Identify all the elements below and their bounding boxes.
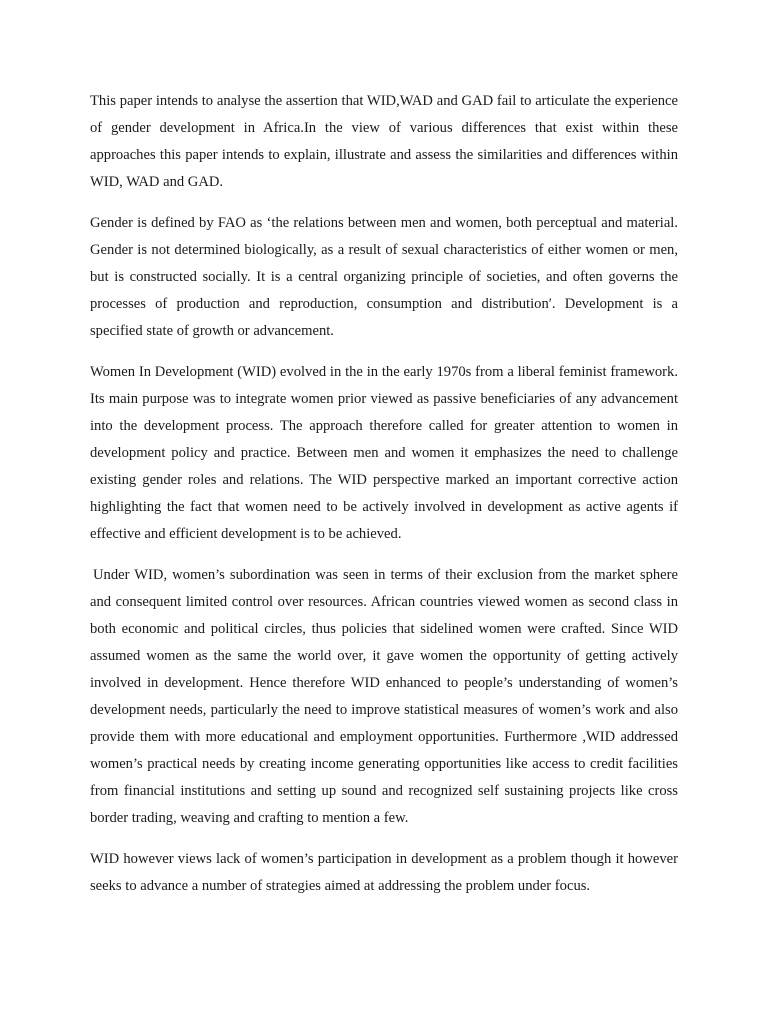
paragraph-wid-subordination: Under WID, women’s subordination was seen in terms of their exclusion from the market sphere and consequent limited control over resources. African countries viewed women as second class in both economic and political circles, thus policies that sidelined women were crafted. Since WID assumed women as the same the world over, it gave women the opportunity of getting actively involved in development. Hence therefore WID enhanced to people’s understanding of women’s development needs, particularly the need to improve statistical measures of women’s work and also provide them with more educational and employment opportunities. Furthermore ,WID addressed women’s practical needs by creating income generating opportunities like access to credit facilities from financial institutions and setting up sound and recognized self sustaining projects like cross border trading, weaving and crafting to mention a few.	[90, 567, 678, 826]
paragraph-introduction: This paper intends to analyse the assertion that WID,WAD and GAD fail to articulate the experience of gender development in Africa.In the view of various differences that exist within these approaches this paper intends to explain, illustrate and assess the similarities and differences within WID, WAD and GAD.	[90, 93, 678, 190]
paragraph-gender-definition: Gender is defined by FAO as ‘the relations between men and women, both perceptual and material. Gender is not determined biologically, as a result of sexual characteristics of either women or men, but is constructed socially. It is a central organizing principle of societies, and often governs the processes of production and reproduction, consumption and distribution′. Development is a specified state of growth or advancement.	[90, 215, 678, 339]
paragraph-wid-critique: WID however views lack of women’s participation in development as a problem though it however seeks to advance a number of strategies aimed at addressing the problem under focus.	[90, 851, 678, 894]
document-page	[90, 88, 678, 914]
paragraph-wid-origins: Women In Development (WID) evolved in the in the early 1970s from a liberal feminist framework. Its main purpose was to integrate women prior viewed as passive beneficiaries of any advancement into the development process. The approach therefore called for greater attention to women in development policy and practice. Between men and women it emphasizes the need to challenge existing gender roles and relations. The WID perspective marked an important corrective action highlighting the fact that women need to be actively involved in development as active agents if effective and efficient development is to be achieved.	[90, 364, 678, 542]
